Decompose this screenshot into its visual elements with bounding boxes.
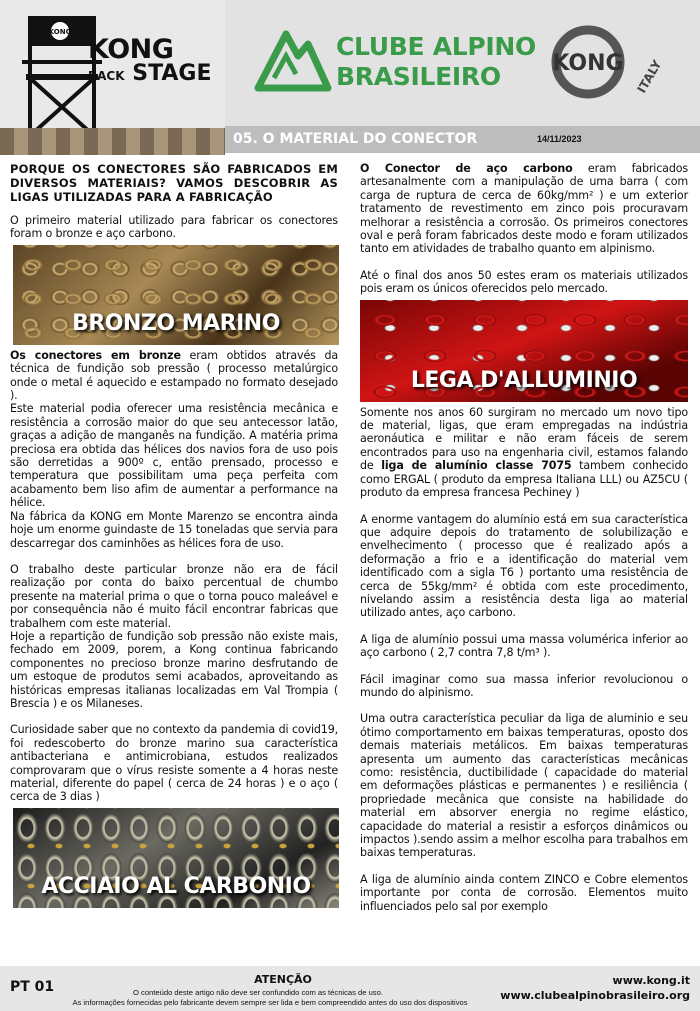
svg-text:KONG: KONG	[48, 28, 72, 36]
paragraph-bronze-2: Este material podia oferecer uma resistência mecânica e resistência a corrosão maior do que seu antecessor latão, graças a adição de manganês na fundição. A matéria prima preciosa era obtida das hélices dos navios fora de uso pois são derretidas a 900º c, então prensado, processo e temperatura que possibilitam uma peça perfeita com acabamento bem liso afim de aumentar a performance na hélice.	[10, 402, 338, 510]
bronze-photo	[13, 245, 339, 345]
kong-backstage-stage: STAGE	[132, 61, 212, 86]
paragraph-aluminium-1	[360, 406, 688, 500]
svg-text:KONG: KONG	[552, 51, 624, 76]
mountain-logo-icon	[252, 26, 332, 94]
aluminium-text-a: Somente nos anos 60 surgiram no mercado um novo tipo de material, ligas, que eram empregadas na indústria aeronáutica e militar e não eram fáceis de serem encontrados para uso na engenharia civil, estamos falando de	[360, 405, 688, 473]
paragraph-aluminium-4: Fácil imaginar como sua massa inferior revolucionou o mundo do alpinismo.	[360, 672, 688, 699]
paragraph-aluminium-6: A liga de alumínio ainda contem ZINCO e Cobre elementos importante por conta de corrosão. Elementos muito influenciados pelo sal por exemplo	[360, 872, 688, 913]
page-number: PT 01	[10, 979, 55, 995]
steel-bold-lead: O Conector de aço carbono	[360, 162, 573, 175]
paragraph-steel-2: Até o final dos anos 50 estes eram os materiais utilizados pois eram os únicos oferecidos pelo mercado.	[360, 268, 688, 296]
intro-paragraph: O primeiro material utilizado para fabricar os conectores foram o bronze e aço carbono.	[10, 214, 338, 241]
stage-floor	[0, 128, 225, 155]
paragraph-aluminium-3: A liga de alumínio possui uma massa volumérica inferior ao aço carbono ( 2,7 contra 7,8 t/m³ ).	[360, 632, 688, 660]
disclaimer-line1: O conteúdo deste artigo não deve ser confundido com as técnicas de uso.	[133, 988, 383, 997]
page-footer	[0, 966, 700, 1011]
aluminium-bold: liga de alumínio classe 7075	[381, 459, 572, 473]
article-title: 05. O MATERIAL DO CONECTOR	[233, 131, 478, 147]
paragraph-aluminium-5: Uma outra característica peculiar da liga de aluminio e seu ótimo comportamento em baixas temperaturas, oposto dos demais materiais metálicos. Em baixas temperaturas apresenta um aumento das características mecânicas como: resistência, ductibilidade ( capacidade do material em deformações plásticas e permanentes ) e resiliência ( propriedade mecânica que consiste na habilidade do material em absorver energia no regime elástico, capacidade do material a resistir a esforços dinâmicos ou impactos ).sendo assim a melhor escolha para trabalhos em baixas temperaturas.	[360, 712, 688, 860]
kong-backstage-logo	[88, 36, 218, 85]
backstage-panel	[0, 0, 225, 155]
clube-alpino-logo	[336, 32, 536, 92]
paragraph-bronze-5: Hoje a repartição de fundição sob pressão não existe mais, fechado em 2009, porem, a Kong continua fabricando componentes no precioso bronze marino desfrutando de um estoque de produtos semi acabados, aproveitando as históricas empresas italianas localizadas em Val Trompia ( Brescia ) e os Milaneses.	[10, 629, 338, 710]
article-heading: PORQUE OS CONECTORES SÃO FABRICADOS EM DIVERSOS MATERIAIS? VAMOS DESCOBRIR AS LIGAS UTILIZADAS PARA A FABRICAÇÃO	[10, 162, 338, 204]
paragraph-bronze-1	[10, 349, 338, 403]
paragraph-bronze-3: Na fábrica da KONG em Monte Marenzo se encontra ainda hoje um enorme guindaste de 15 toneladas que servia para descarregar dos caminhões as hélices fora de uso.	[10, 509, 338, 550]
carbon-steel-photo	[13, 808, 339, 908]
aluminium-photo	[360, 300, 688, 402]
website-kong[interactable]: www.kong.it	[612, 974, 690, 987]
paragraph-steel-1	[360, 162, 688, 256]
kong-backstage-back: BACK	[88, 69, 125, 83]
paragraph-covid: Curiosidade saber que no contexto da pandemia di covid19, foi redescoberto do bronze marino sua característica antibacteriana e antimicrobiana, estudos realizados comprovaram que o vírus resiste somente a 4 horas neste material, diferente do papel ( cerca de 24 horas ) e o aço ( cerca de 3 dias )	[10, 723, 338, 804]
cab-line1: CLUBE ALPINO	[336, 32, 537, 61]
kong-italy-logo	[544, 24, 664, 104]
aluminium-photo-label: LEGA D'ALLUMINIO	[410, 368, 638, 394]
cab-line2: BRASILEIRO	[336, 62, 501, 91]
website-cab[interactable]: www.clubealpinobrasileiro.org	[500, 989, 690, 1002]
article-date: 14/11/2023	[537, 134, 582, 144]
aluminium-text-b: tambem conhecido como ERGAL ( produto da empresa Italiana LLL) ou AZ5CU ( produto da empresa francesa Pechiney )	[360, 459, 688, 500]
attention-title: ATENÇÃO	[254, 973, 312, 986]
kong-backstage-line1: KONG	[88, 34, 174, 65]
bronze-photo-label: BRONZO MARINO	[72, 311, 280, 337]
svg-text:ITALY: ITALY	[634, 57, 664, 96]
paragraph-bronze-4: O trabalho deste particular bronze não era de fácil realização por conta do baixo percentual de chumbo presente na material prima o que o torna pouco maleável e por consequência não é muito fácil encontrar fabricas que trabalhem com este material.	[10, 562, 338, 630]
disclaimer-line2: As informações fornecidas pelo fabricante devem sempre ser lida e bem compreendido antes do uso dos dispositivos	[72, 998, 468, 1007]
page-header	[0, 0, 700, 155]
right-column	[360, 162, 688, 913]
bronze-bold-lead: Os conectores em bronze	[10, 348, 181, 362]
article-title-bar	[225, 126, 700, 153]
bronze-lead-rest: eram obtidos através da técnica de fundição sob pressão ( processo metalúrgico onde o metal é aquecido e estampado no formato desejado ).	[10, 348, 338, 403]
steel-lead-rest: eram fabricados artesanalmente com a manipulação de uma barra ( com carga de ruptura de cerca de 60kg/mm² ) e um exterior tratamento de revestimento em zinco pois procuravam melhorar a resistência a corrosão. Os primeiros conectores oval e perâ foram fabricados deste modo e foram utilizados tanto em atividades de trabalho quanto em alpinismo.	[360, 162, 688, 256]
carbon-steel-photo-label: ACCIAIO AL CARBONIO	[41, 874, 311, 900]
paragraph-aluminium-2: A enorme vantagem do alumínio está em sua característica que adquire depois do tratamento de solubilização e envelhecimento ( processo que é realizado após a deformação a frio e a identificação do material vem identificado com a sigla T6 ) portanto uma resistência de cerca de 55kg/mm² é obtida com este procedimento, nivelando assim a resistência desta liga ao material utilizado antes, aço carbono.	[360, 512, 688, 620]
left-column	[10, 162, 338, 912]
